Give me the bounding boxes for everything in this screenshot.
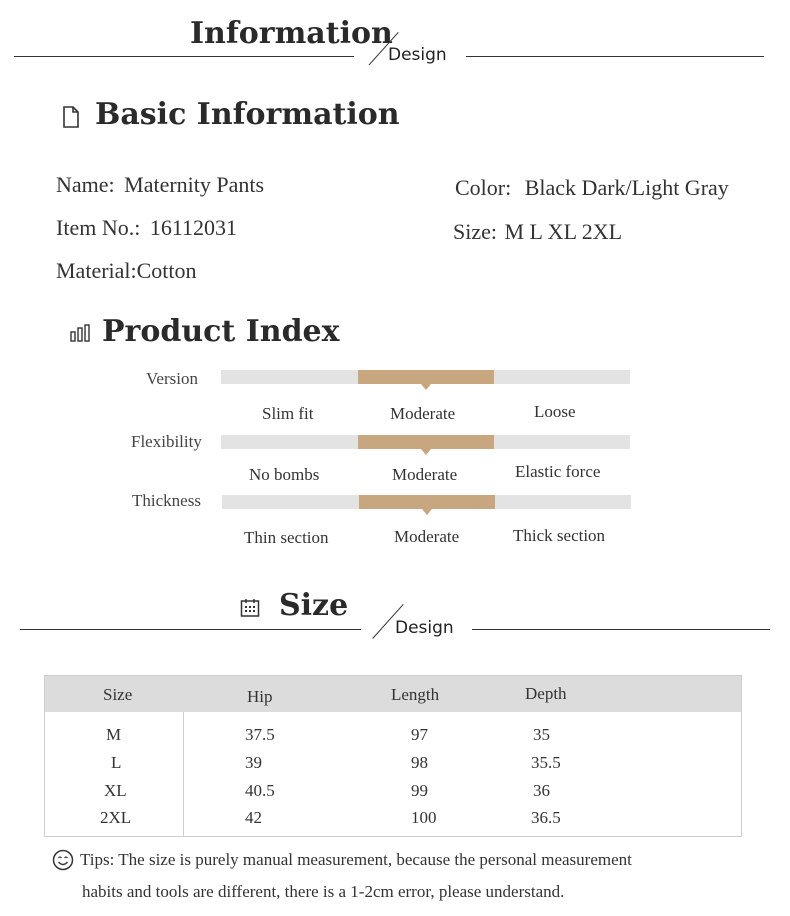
header-right-rule [466, 56, 764, 57]
table-cell: 36 [533, 781, 550, 800]
section-title-information: Information [190, 16, 393, 51]
table-cell: XL [104, 781, 127, 800]
index-marker [421, 384, 431, 390]
index-option: Loose [534, 402, 576, 421]
bar-chart-icon [70, 324, 90, 346]
table-cell: 35.5 [531, 753, 561, 772]
table-cell: 39 [245, 753, 262, 772]
smiley-icon [52, 849, 74, 875]
index-label-version: Version [146, 369, 198, 388]
size-table-header [45, 676, 741, 712]
design-label-top: Design [388, 45, 447, 65]
table-header-length: Length [391, 685, 440, 704]
index-label-thickness: Thickness [132, 491, 201, 510]
table-header-hip: Hip [247, 687, 273, 706]
index-option: Thick section [513, 526, 606, 545]
table-cell: 2XL [100, 808, 132, 827]
calendar-grid-icon [240, 598, 260, 622]
item-no-row [56, 215, 237, 241]
name-value: Maternity Pants [124, 172, 265, 197]
index-option: No bombs [249, 465, 320, 484]
index-option: Moderate [390, 404, 456, 423]
index-label-flexibility: Flexibility [131, 432, 202, 451]
size-right-rule [472, 629, 770, 630]
table-cell: 36.5 [531, 808, 561, 827]
index-option: Elastic force [515, 462, 601, 481]
size-section-title: Size [279, 588, 349, 623]
tips-line-2: habits and tools are different, there is a 1-2cm error, please understand. [82, 882, 565, 901]
table-cell: 37.5 [245, 725, 275, 744]
name-row [56, 172, 264, 198]
table-cell: 100 [411, 808, 437, 827]
index-marker [421, 449, 431, 455]
index-bar-fill [359, 495, 495, 509]
product-index-heading: Product Index [102, 314, 340, 349]
basic-info-heading: Basic Information [95, 97, 400, 132]
table-header-depth: Depth [525, 684, 567, 703]
name-label: Name: [56, 172, 115, 197]
table-cell: 99 [411, 781, 428, 800]
size-label: Size: [453, 219, 497, 244]
table-cell: 98 [411, 753, 428, 772]
index-marker [422, 509, 432, 515]
index-option: Moderate [392, 465, 458, 484]
table-column-divider [183, 712, 184, 836]
index-bar-version [221, 370, 630, 384]
index-option: Thin section [244, 528, 329, 547]
index-option: Moderate [394, 527, 460, 546]
table-cell: M [106, 725, 122, 744]
material-row: Material:Cotton [56, 258, 197, 283]
color-value: Black Dark/Light Gray [524, 175, 729, 200]
design-label-size: Design [395, 618, 454, 638]
table-cell: 42 [245, 808, 262, 827]
index-bar-thickness [222, 495, 631, 509]
index-bar-flexibility [221, 435, 630, 449]
index-bar-fill [358, 370, 494, 384]
color-row [455, 175, 729, 201]
table-cell: L [111, 753, 122, 772]
document-icon [62, 106, 80, 132]
index-option: Slim fit [262, 404, 314, 423]
tips-line-1: Tips: The size is purely manual measurement, because the personal measurement [80, 850, 632, 869]
size-value: M L XL 2XL [504, 219, 623, 244]
index-bar-fill [358, 435, 494, 449]
color-label: Color: [455, 175, 512, 200]
table-header-size: Size [103, 685, 133, 704]
table-cell: 40.5 [245, 781, 275, 800]
size-left-rule [20, 629, 361, 630]
header-left-rule [14, 56, 354, 57]
table-cell: 97 [411, 725, 428, 744]
item-no-value: 16112031 [149, 215, 238, 240]
size-table [44, 675, 742, 837]
item-no-label: Item No.: [56, 215, 141, 240]
table-cell: 35 [533, 725, 550, 744]
size-row [453, 219, 622, 245]
